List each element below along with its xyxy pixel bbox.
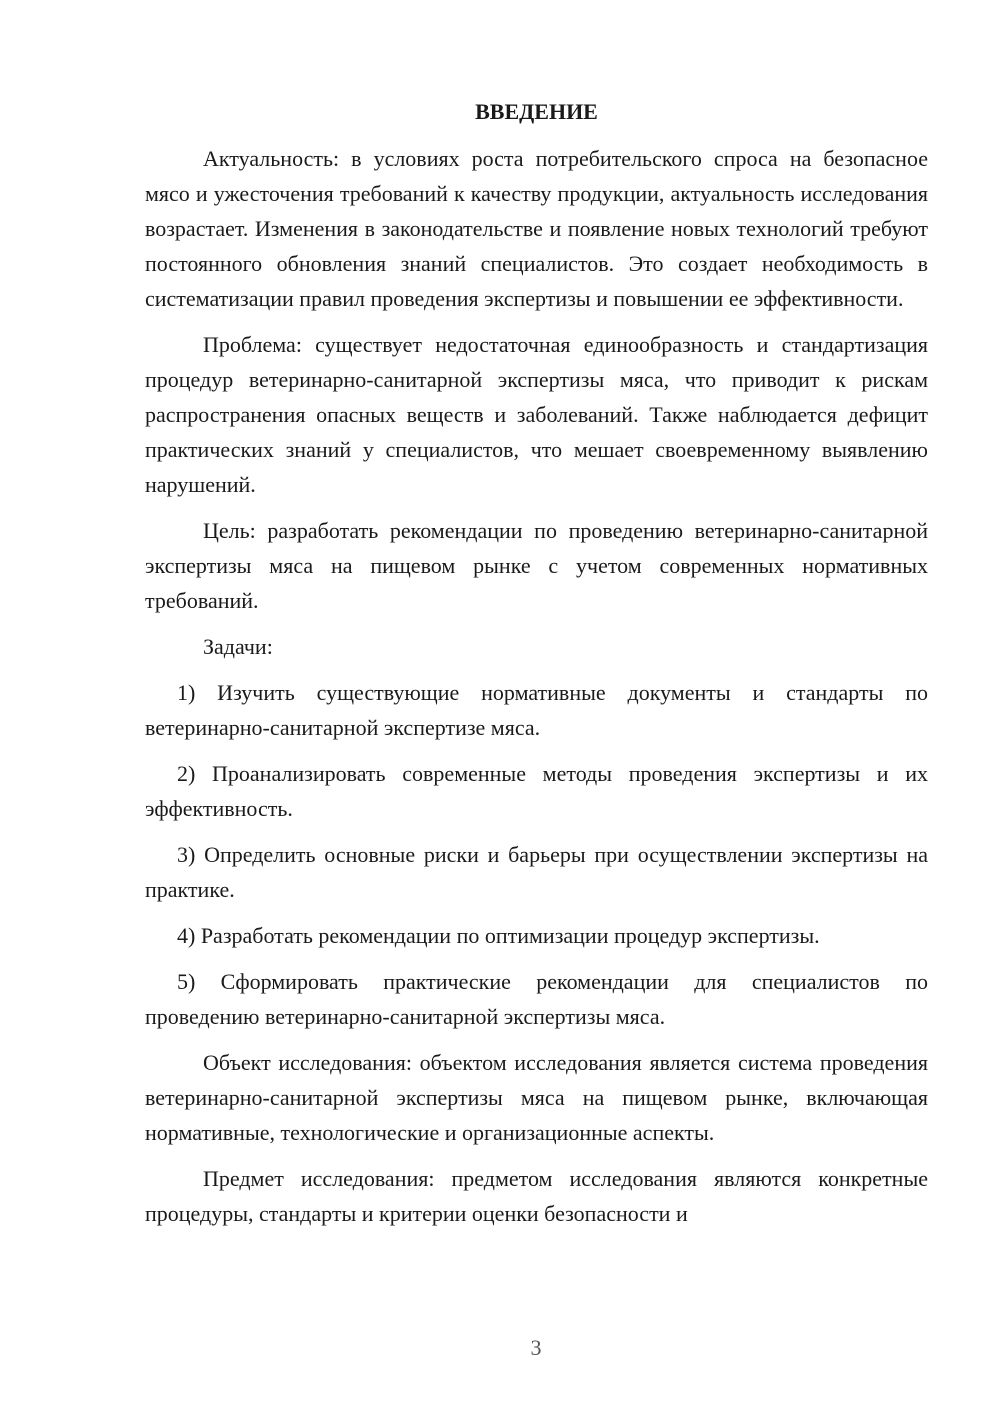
paragraph-object: Объект исследования: объектом исследования является система проведения ветеринарно-санитарной экспертизы мяса на пищевом рынке, включающая нормативные, технологические и организационные аспекты. xyxy=(145,1050,928,1145)
paragraph-problem: Проблема: существует недостаточная единообразность и стандартизация процедур ветеринарно-санитарной экспертизы мяса, что приводит к рискам распространения опасных веществ и заболеваний. Также наблюдается дефицит практических знаний у специалистов, что мешает своевременному выявлению нарушений. xyxy=(145,332,928,497)
task-item-4: 4) Разработать рекомендации по оптимизации процедур экспертизы. xyxy=(177,923,820,948)
task-item-5: 5) Сформировать практические рекомендации для специалистов по проведению ветеринарно-санитарной экспертизы мяса. xyxy=(145,969,928,1029)
paragraph-relevance: Актуальность: в условиях роста потребительского спроса на безопасное мясо и ужесточения требований к качеству продукции, актуальность исследования возрастает. Изменения в законодательстве и появление новых технологий требуют постоянного обновления знаний специалистов. Это создает необходимость в систематизации правил проведения экспертизы и повышении ее эффективности. xyxy=(145,146,928,311)
page-content xyxy=(145,94,928,1231)
page-number: 3 xyxy=(530,1335,542,1360)
tasks-heading: Задачи: xyxy=(203,634,273,659)
task-item-3: 3) Определить основные риски и барьеры при осуществлении экспертизы на практике. xyxy=(145,842,928,902)
task-item-1: 1) Изучить существующие нормативные документы и стандарты по ветеринарно-санитарной экспертизе мяса. xyxy=(145,680,928,740)
paragraph-goal: Цель: разработать рекомендации по проведению ветеринарно-санитарной экспертизы мяса на пищевом рынке с учетом современных нормативных требований. xyxy=(145,518,928,613)
task-item-2: 2) Проанализировать современные методы проведения экспертизы и их эффективность. xyxy=(145,761,928,821)
paragraph-subject: Предмет исследования: предметом исследования являются конкретные процедуры, стандарты и критерии оценки безопасности и xyxy=(145,1166,928,1226)
section-title: ВВЕДЕНИЕ xyxy=(475,99,598,124)
